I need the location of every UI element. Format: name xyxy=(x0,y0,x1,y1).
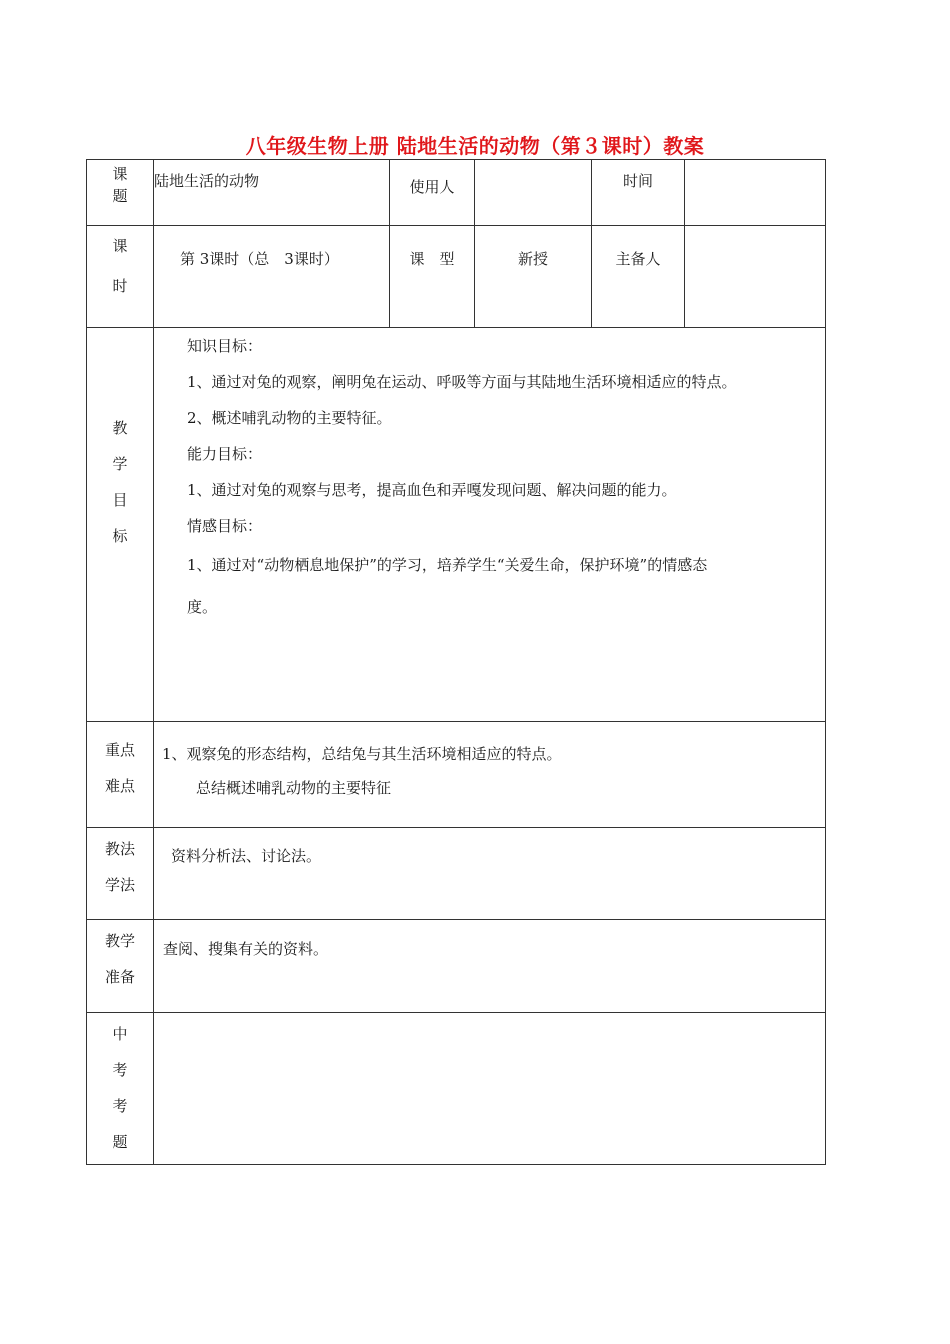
ability-heading: 能力目标： xyxy=(187,445,263,463)
knowledge-item-1: 1、通过对兔的观察，阐明兔在运动、呼吸等方面与其陆地生活环境相适应的特点。 xyxy=(187,373,737,391)
exam-label-cell xyxy=(87,1013,154,1165)
exam-label-char: 考 xyxy=(112,1097,128,1115)
type-value: 新授 xyxy=(475,226,592,328)
exam-label-char: 题 xyxy=(112,1133,128,1151)
goals-label-char: 目 xyxy=(112,491,128,509)
preparer-label: 主备人 xyxy=(592,226,685,328)
row-goals xyxy=(87,328,826,722)
key-points-label-line: 重点 xyxy=(104,741,135,759)
key-point-1: 1、观察兔的形态结构，总结兔与其生活环境相适应的特点。 xyxy=(162,745,562,763)
goals-label-char: 学 xyxy=(112,455,128,473)
knowledge-heading: 知识目标： xyxy=(187,337,263,355)
goals-label-cell xyxy=(87,328,154,722)
row-preparation xyxy=(87,920,826,1013)
methods-label-line: 学法 xyxy=(104,876,135,894)
exam-value xyxy=(154,1013,826,1165)
lesson-plan-table xyxy=(86,159,826,1165)
preparation-value: 查阅、搜集有关的资料。 xyxy=(154,920,826,1013)
type-label: 课 型 xyxy=(390,226,475,328)
preparation-label-line: 准备 xyxy=(104,968,135,986)
row-period xyxy=(87,226,826,328)
document-title: 八年级生物上册 陆地生活的动物（第３课时）教案 xyxy=(245,134,705,158)
preparer-value xyxy=(685,226,826,328)
period-value: 第 3课时（总 3课时） xyxy=(154,226,390,328)
exam-label-char: 中 xyxy=(112,1025,128,1043)
key-point-2: 总结概述哺乳动物的主要特征 xyxy=(196,779,392,797)
exam-label-char: 考 xyxy=(112,1061,128,1079)
methods-label-cell xyxy=(87,828,154,920)
preparation-label-cell xyxy=(87,920,154,1013)
key-points-content xyxy=(154,722,826,828)
key-points-label-cell xyxy=(87,722,154,828)
period-label-char: 课 xyxy=(112,237,128,255)
ability-item-1: 1、通过对兔的观察与思考，提高血色和弄嘎发现问题、解决问题的能力。 xyxy=(187,481,677,499)
time-value xyxy=(685,160,826,226)
subject-label-char: 课 xyxy=(112,165,128,183)
subject-value: 陆地生活的动物 xyxy=(154,160,390,226)
user-label: 使用人 xyxy=(390,160,475,226)
user-value xyxy=(475,160,592,226)
emotion-item-1-cont: 度。 xyxy=(187,598,218,616)
subject-label-cell xyxy=(87,160,154,226)
goals-content xyxy=(154,328,826,722)
knowledge-item-2: 2、概述哺乳动物的主要特征。 xyxy=(187,409,392,427)
methods-value: 资料分析法、讨论法。 xyxy=(154,828,826,920)
emotion-item-1: 1、通过对“动物栖息地保护”的学习，培养学生“关爱生命，保护环境”的情感态 xyxy=(187,556,708,574)
key-points-label-line: 难点 xyxy=(104,777,135,795)
row-subject xyxy=(87,160,826,226)
row-key-points xyxy=(87,722,826,828)
emotion-heading: 情感目标： xyxy=(187,517,263,535)
period-label-cell xyxy=(87,226,154,328)
subject-label-char: 题 xyxy=(112,187,128,205)
goals-label-char: 教 xyxy=(112,419,128,437)
row-methods xyxy=(87,828,826,920)
row-exam xyxy=(87,1013,826,1165)
methods-label-line: 教法 xyxy=(104,840,135,858)
preparation-label-line: 教学 xyxy=(104,932,135,950)
period-label-char: 时 xyxy=(112,277,128,295)
time-label: 时间 xyxy=(592,160,685,226)
goals-label-char: 标 xyxy=(112,527,128,545)
